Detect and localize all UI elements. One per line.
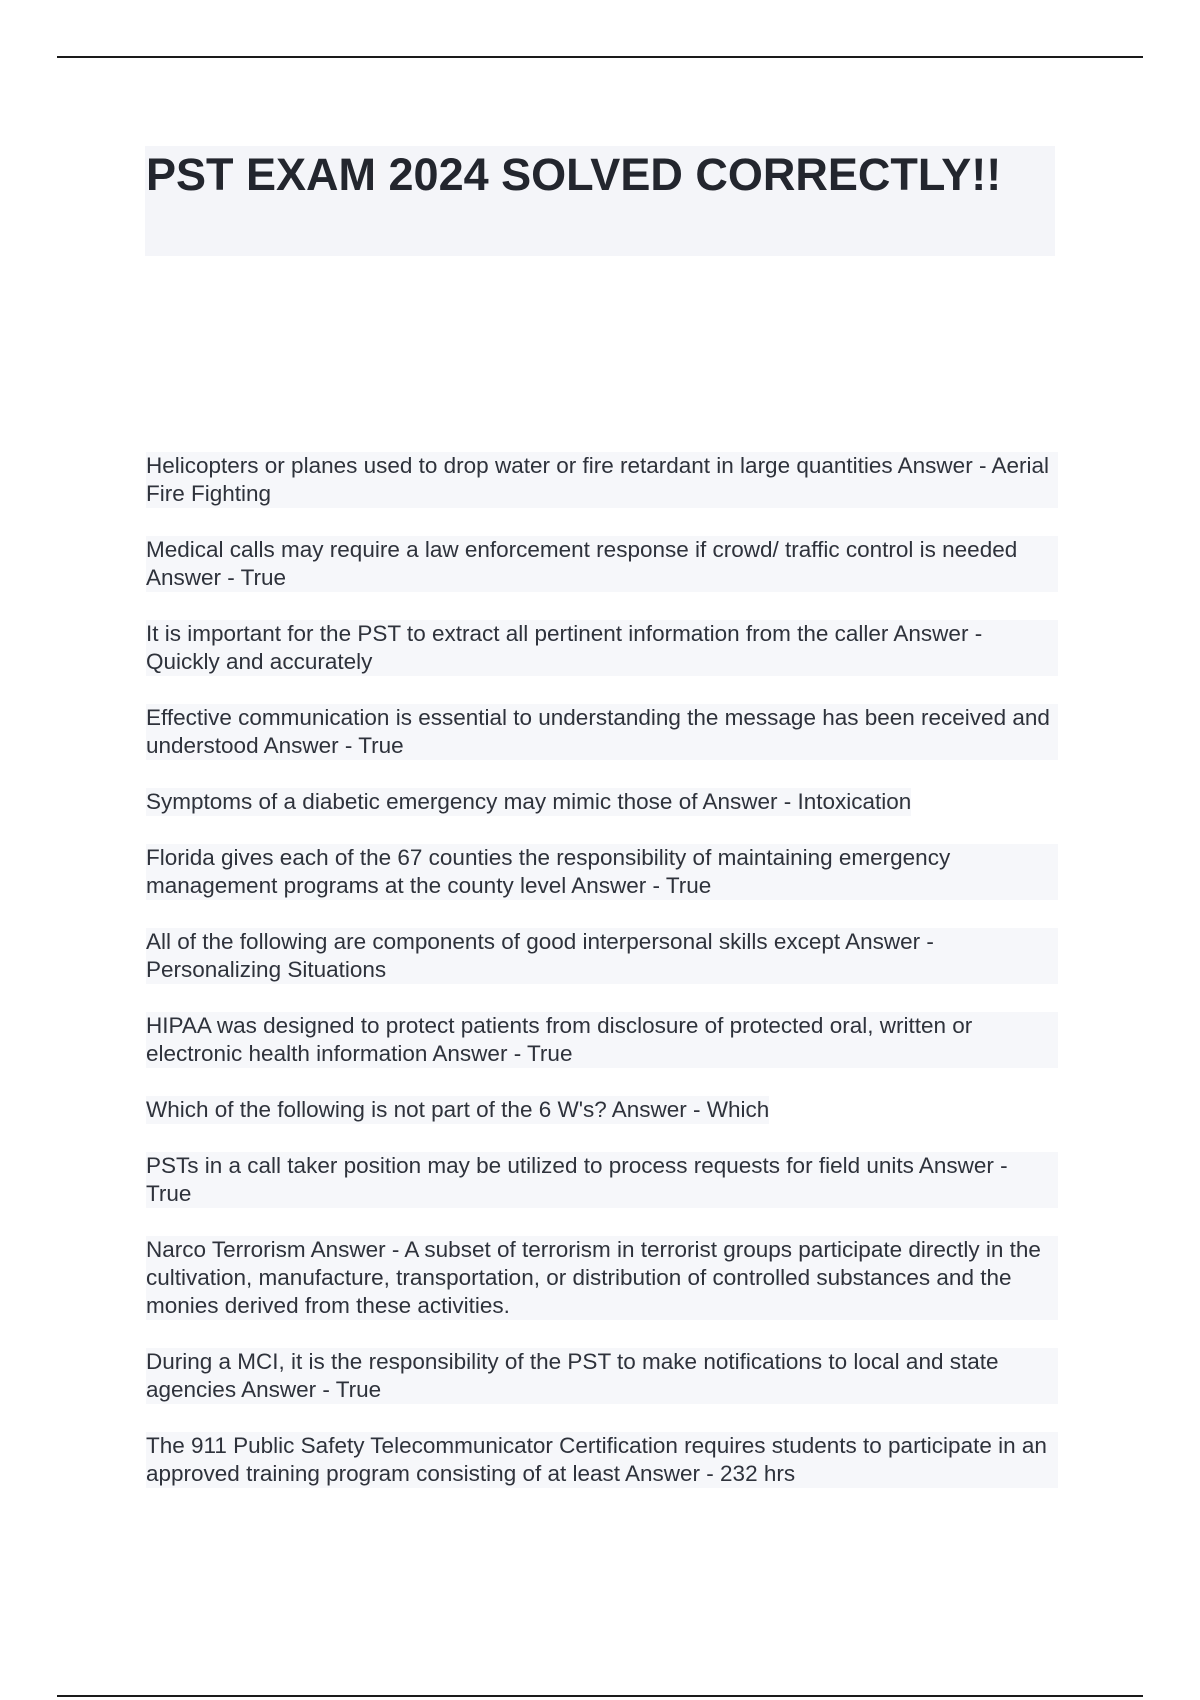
list-item: HIPAA was designed to protect patients from disclosure of protected oral, written or electronic health information Answer - True [146,1012,1058,1068]
list-item: During a MCI, it is the responsibility of the PST to make notifications to local and state agencies Answer - True [146,1348,1058,1404]
list-item: All of the following are components of good interpersonal skills except Answer - Personalizing Situations [146,928,1058,984]
list-item: PSTs in a call taker position may be utilized to process requests for field units Answer - True [146,1152,1058,1208]
list-item: The 911 Public Safety Telecommunicator Certification requires students to participate in an approved training program consisting of at least Answer - 232 hrs [146,1432,1058,1488]
list-item: Effective communication is essential to understanding the message has been received and understood Answer - True [146,704,1058,760]
page-title: PST EXAM 2024 SOLVED CORRECTLY!! [146,149,1002,200]
list-item: Helicopters or planes used to drop water or fire retardant in large quantities Answer - Aerial Fire Fighting [146,452,1058,508]
list-item: Narco Terrorism Answer - A subset of terrorism in terrorist groups participate directly in the cultivation, manufacture, transportation, or distribution of controlled substances and the monies derived from these activities. [146,1236,1058,1320]
list-item: It is important for the PST to extract all pertinent information from the caller Answer - Quickly and accurately [146,620,1058,676]
list-item: Symptoms of a diabetic emergency may mimic those of Answer - Intoxication [146,789,912,814]
list-item: Medical calls may require a law enforcement response if crowd/ traffic control is needed Answer - True [146,536,1058,592]
list-item: Florida gives each of the 67 counties the responsibility of maintaining emergency management programs at the county level Answer - True [146,844,1058,900]
list-item: Which of the following is not part of the 6 W's? Answer - Which [146,1097,770,1122]
top-divider [57,56,1143,58]
bottom-divider [57,1695,1143,1697]
question-answer-list [146,452,1066,1516]
